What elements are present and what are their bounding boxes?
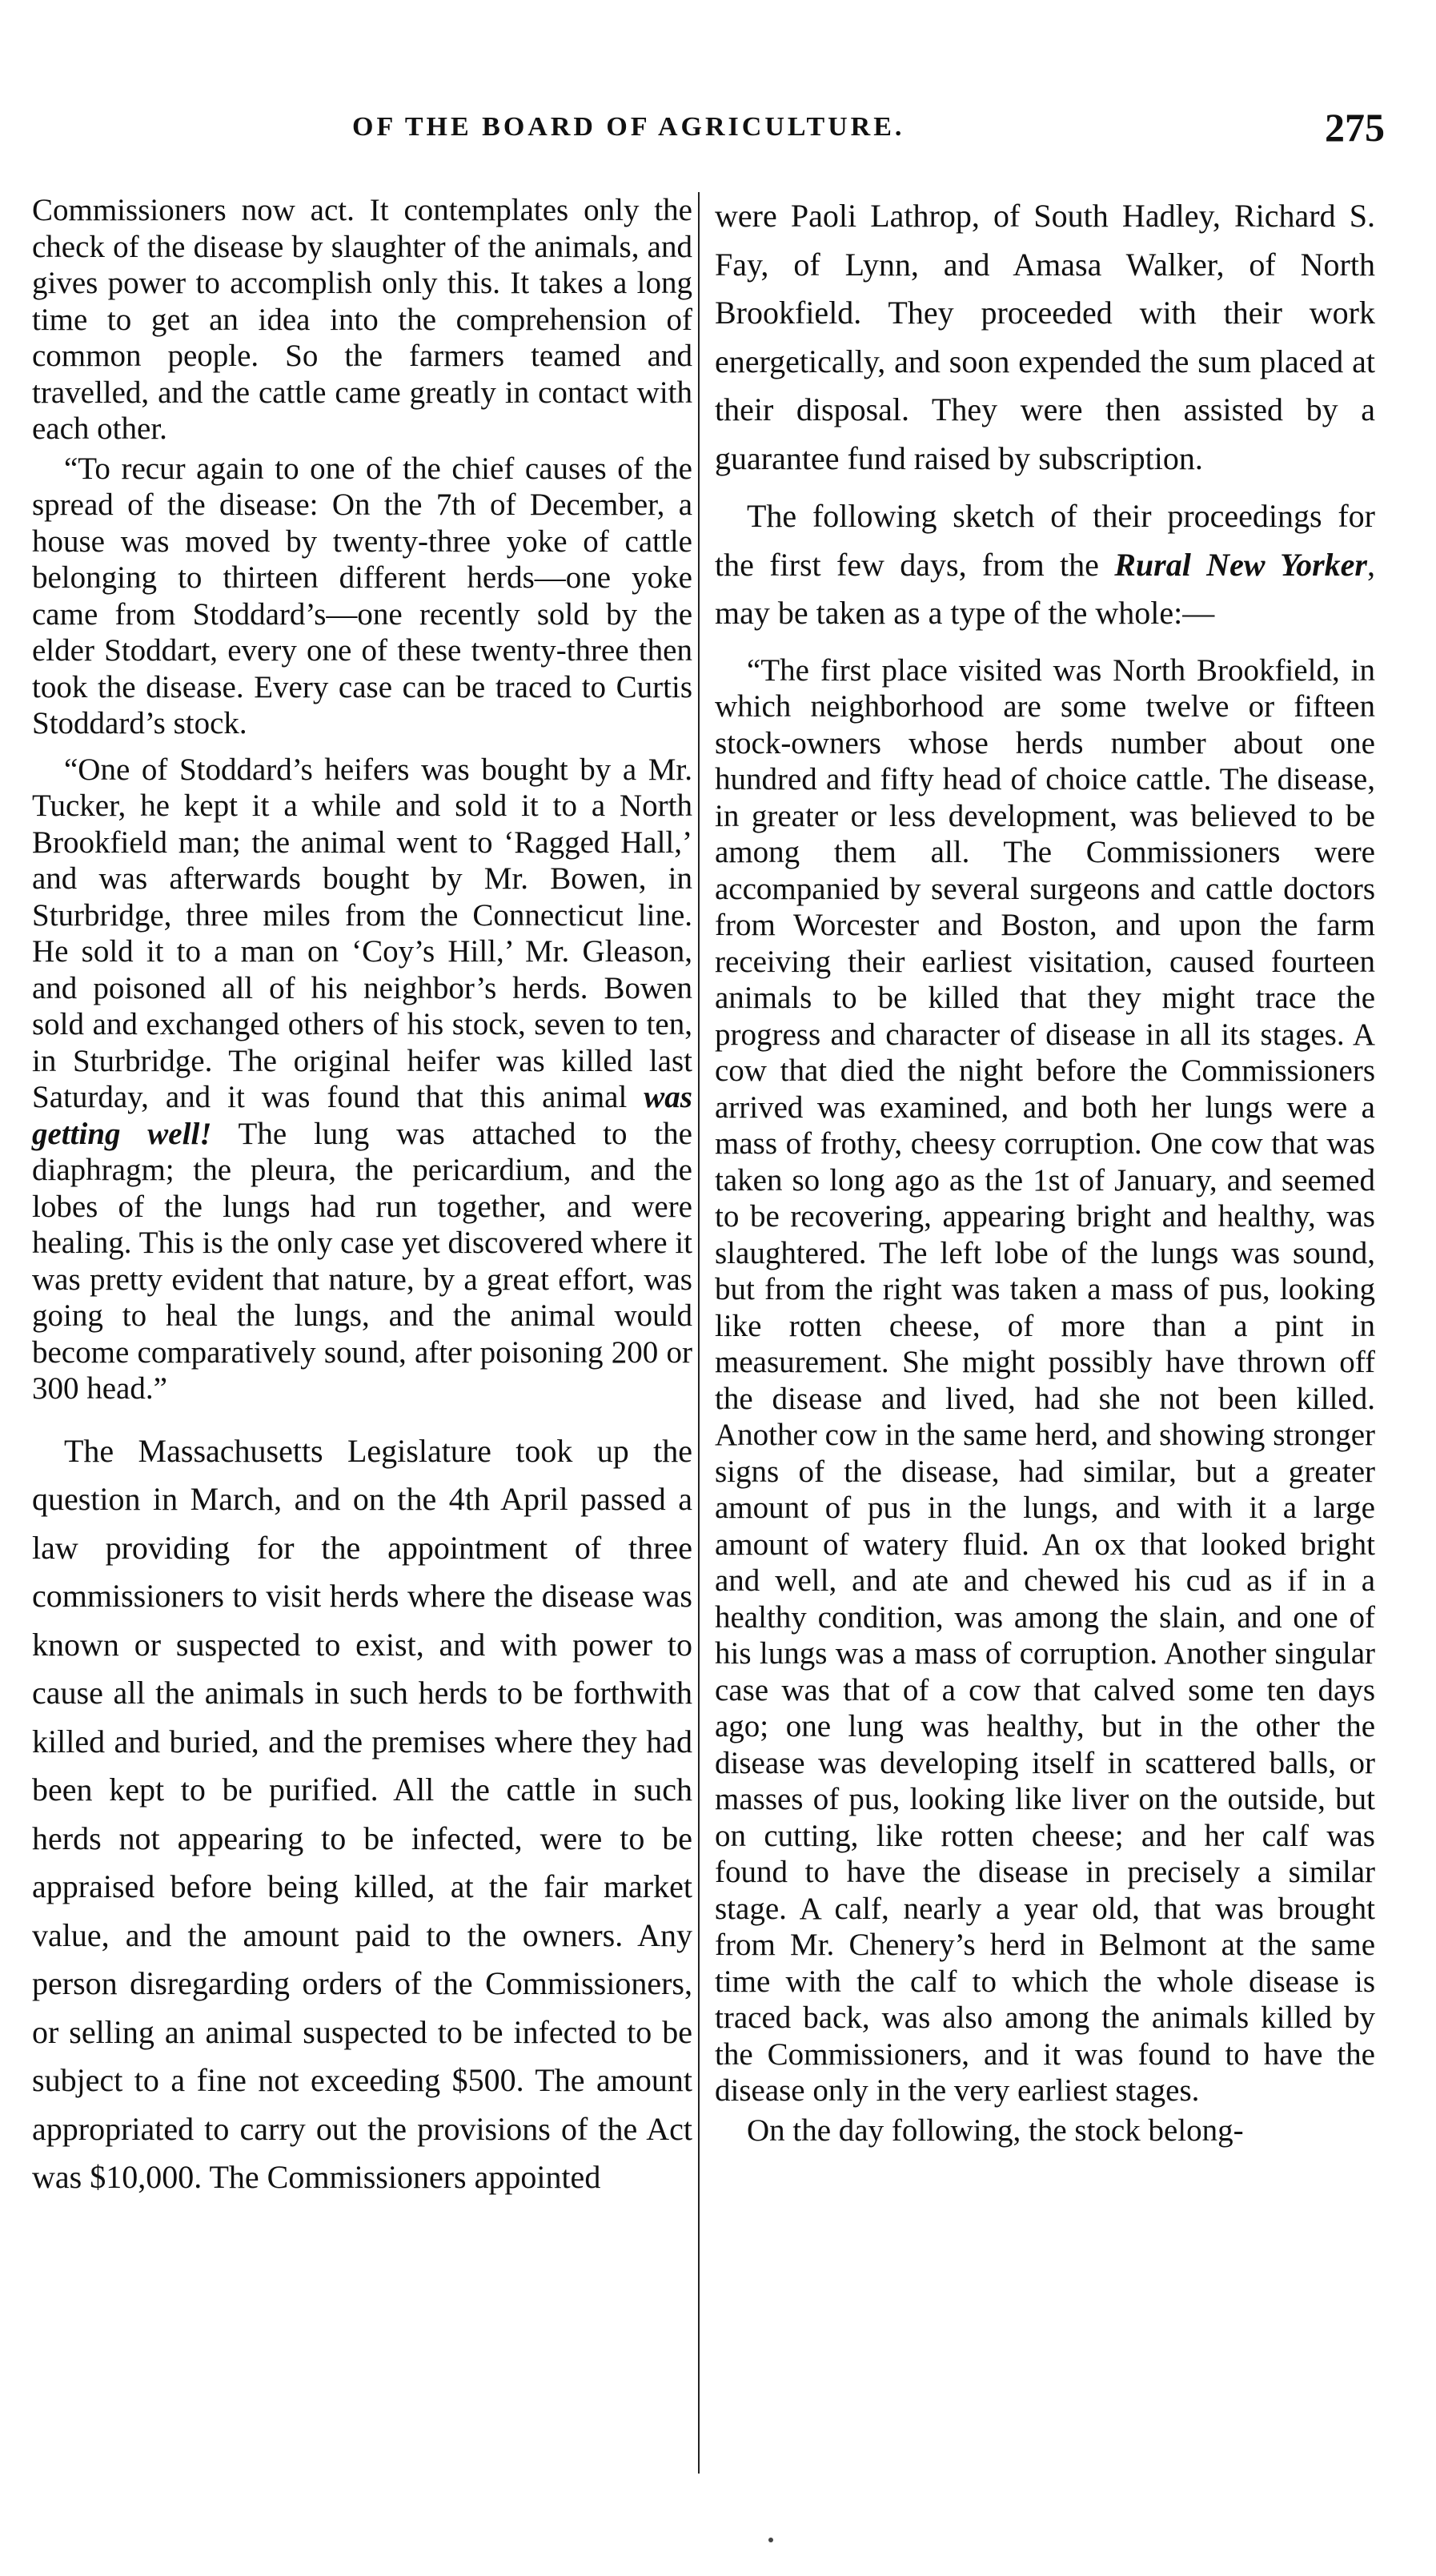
paragraph-continuation: Commissioners now act. It contemplates only the check of the disease by slaughter of the animals, and gives power to accomplish only this. It takes a long time to get an idea into the comprehension of common people. So the farmers teamed and travelled, and the cattle came greatly in contact with each other. bbox=[32, 193, 692, 446]
publication-title: Rural New Yorker bbox=[1114, 546, 1367, 583]
left-column bbox=[32, 192, 692, 2202]
header-title: OF THE BOARD OF AGRICULTURE. bbox=[352, 112, 905, 142]
page-number: 275 bbox=[1325, 105, 1385, 150]
column-divider bbox=[698, 192, 700, 2474]
sketch-text-c: , may be taken as a type of the whole:— bbox=[715, 546, 1375, 631]
running-header bbox=[352, 104, 1385, 160]
paragraph-quote-causes: “To recur again to one of the chief causes of the spread of the disease: On the 7th of December, a house was moved by twenty-three yoke of cattle belonging to thirteen different herds—one yoke came from Stoddard’s—one recently sold by the elder Stoddart, every one of these twenty-three then took the disease. Every case can be traced to Curtis Stoddard’s stock. bbox=[32, 451, 692, 740]
paragraph-quote-north-brookfield: “The first place visited was North Brookfield, in which neighborhood are some twelve or fifteen stock-owners whose herds number about one hundred and fifty head of choice cattle. The disease, in greater or less development, was believed to be among them all. The Commissioners were accompanied by several surgeons and cattle doctors from Worcester and Boston, and upon the farm receiving their earliest visitation, caused fourteen animals to be killed that they might trace the progress and character of disease in all its stages. A cow that died the night before the Commissioners arrived was examined, and both her lungs were a mass of frothy, cheesy corruption. One cow that was taken so long ago as the 1st of January, and seemed to be recovering, appearing bright and healthy, was slaughtered. The left lobe of the lungs was sound, but from the right was taken a mass of pus, looking like rotten cheese, of more than a pint in measurement. She might possibly have thrown off the disease and lived, had she not been killed. Another cow in the same herd, and showing stronger signs of the disease, had similar, but a greater amount of pus in the lungs, and with it a large amount of watery fluid. An ox that looked bright and well, and ate and chewed his cud as if in a healthy condition, was among the slain, and one of his lungs was a mass of corruption. Another singular case was that of a cow that calved some ten days ago; one lung was healthy, but in the other the disease was developing itself in scattered balls, or masses of pus, looking like liver on the outside, but on cutting, like rotten cheese; and her calf was found to have the disease in precisely a similar stage. A calf, nearly a year old, that was brought from Mr. Chenery’s herd in Belmont at the same time with the calf to which the whole disease is traced back, was also among the animals killed by the Commissioners, and it was found to have the disease only in the very earliest stages. bbox=[715, 652, 1375, 2108]
paragraph-quote-heifer bbox=[32, 752, 692, 1407]
heifer-text-c: The lung was attached to the diaphragm; the pleura, the pericardium, and the lobes of the lungs had run together, and were healing. This is the only case yet discovered where it was pretty evident that nature, by a great effort, was going to heal the lungs, and the animal would become comparatively sound, after poisoning 200 or 300 head.” bbox=[32, 1116, 692, 1406]
paragraph-following-day: On the day following, the stock belong- bbox=[747, 2113, 1244, 2148]
paragraph-legislature: The Massachusetts Legislature took up the question in March, and on the 4th April passed a law providing for the appointment of three commissioners to visit herds where the disease was known or suspected to exist, and with power to cause all the animals in such herds to be forthwith killed and buried, and the premises where they had been kept to be purified. All the cattle in such herds not appearing to be infected, were to be appraised before being killed, at the fair market value, and the amount paid to the owners. Any person disregarding orders of the Commissioners, or selling an animal suspected to be infected to be subject to a fine not exceeding $500. The amount appropriated to carry out the provisions of the Act was $10,000. The Commissioners appointed bbox=[32, 1432, 692, 2195]
page-mark bbox=[768, 2538, 773, 2542]
paragraph-commissioners: were Paoli Lathrop, of South Hadley, Richard S. Fay, of Lynn, and Amasa Walker, of North Brookfield. They proceeded with their work energetically, and soon expended the sum placed at their disposal. They were then assisted by a guarantee fund raised by subscription. bbox=[715, 198, 1375, 476]
paragraph-sketch-intro bbox=[715, 492, 1375, 638]
sketch-text-a: The following sketch of their proceedings for the first few days, from the bbox=[715, 498, 1375, 583]
heifer-text-emphasis: was getting well! bbox=[32, 1080, 692, 1151]
right-column bbox=[715, 192, 1375, 2149]
heifer-text-a: “One of Stoddard’s heifers was bought by a Mr. Tucker, he kept it a while and sold it to a North Brookfield man; the animal went to ‘Ragged Hall,’ and was afterwards bought by Mr. Bowen, in Sturbridge, three miles from the Connecticut line. He sold it to a man on ‘Coy’s Hill,’ Mr. Gleason, and poisoned all of his neighbor’s herds. Bowen sold and exchanged others of his stock, seven to ten, in Sturbridge. The original heifer was killed last Saturday, and it was found that this animal bbox=[32, 752, 692, 1114]
